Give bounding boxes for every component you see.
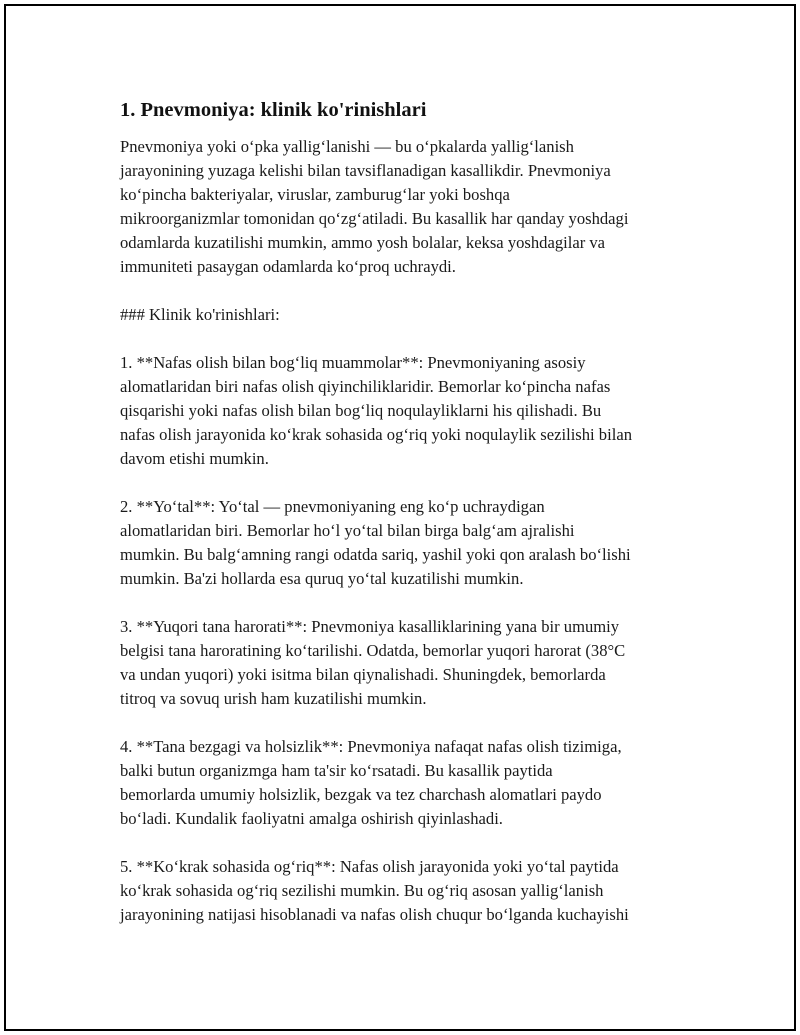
text-line: alomatlaridan biri. Bemorlar ho‘l yo‘tal bilan birga balg‘am ajralishi: [120, 521, 575, 540]
text-line: 1. **Nafas olish bilan bog‘liq muammolar**: Pnevmoniyaning asosiy: [120, 353, 586, 372]
text-line: alomatlaridan biri nafas olish qiyinchiliklaridir. Bemorlar ko‘pincha nafas: [120, 377, 611, 396]
text-line: 2. **Yo‘tal**: Yo‘tal — pnevmoniyaning eng ko‘p uchraydigan: [120, 497, 545, 516]
paragraph-item-3: [120, 615, 710, 711]
text-line: mikroorganizmlar tomonidan qo‘zg‘atiladi. Bu kasallik har qanday yoshdagi: [120, 209, 629, 228]
text-line: davom etishi mumkin.: [120, 449, 269, 468]
text-line: va undan yuqori) yoki isitma bilan qiynalishadi. Shuningdek, bemorlarda: [120, 665, 606, 684]
paragraph-item-1: [120, 351, 710, 471]
text-line: jarayonining yuzaga kelishi bilan tavsiflanadigan kasallikdir. Pnevmoniya: [120, 161, 611, 180]
text-line: bemorlarda umumiy holsizlik, bezgak va tez charchash alomatlari paydo: [120, 785, 602, 804]
text-line: mumkin. Bu balg‘amning rangi odatda sariq, yashil yoki qon aralash bo‘lishi: [120, 545, 631, 564]
text-line: odamlarda kuzatilishi mumkin, ammo yosh bolalar, keksa yoshdagilar va: [120, 233, 606, 252]
text-line: ko‘pincha bakteriyalar, viruslar, zamburug‘lar yoki boshqa: [120, 185, 510, 204]
paragraph-item-4: [120, 735, 710, 831]
document-content: [120, 97, 710, 951]
section-heading: [120, 303, 710, 327]
text-line: ko‘krak sohasida og‘riq sezilishi mumkin. Bu og‘riq asosan yallig‘lanish: [120, 881, 604, 900]
document-page: [4, 4, 796, 1031]
text-line: 3. **Yuqori tana harorati**: Pnevmoniya kasalliklarining yana bir umumiy: [120, 617, 620, 636]
text-line: mumkin. Ba'zi hollarda esa quruq yo‘tal kuzatilishi mumkin.: [120, 569, 524, 588]
text-line: bo‘ladi. Kundalik faoliyatni amalga oshirish qiyinlashadi.: [120, 809, 503, 828]
text-line: immuniteti pasaygan odamlarda ko‘proq uchraydi.: [120, 257, 456, 276]
text-line: belgisi tana haroratining ko‘tarilishi. Odatda, bemorlar yuqori harorat (38°C: [120, 641, 626, 660]
text-line: jarayonining natijasi hisoblanadi va nafas olish chuqur bo‘lganda kuchayishi: [120, 905, 629, 924]
text-line: 4. **Tana bezgagi va holsizlik**: Pnevmoniya nafaqat nafas olish tizimiga,: [120, 737, 622, 756]
paragraph-item-2: [120, 495, 710, 591]
paragraph-item-5: [120, 855, 710, 927]
text-line: Pnevmoniya yoki o‘pka yallig‘lanishi — bu o‘pkalarda yallig‘lanish: [120, 137, 574, 156]
text-line: 5. **Ko‘krak sohasida og‘riq**: Nafas olish jarayonida yoki yo‘tal paytida: [120, 857, 619, 876]
text-line: balki butun organizmga ham ta'sir ko‘rsatadi. Bu kasallik paytida: [120, 761, 553, 780]
text-line: ### Klinik ko'rinishlari:: [120, 305, 280, 324]
text-line: titroq va sovuq urish ham kuzatilishi mumkin.: [120, 689, 427, 708]
page-title: 1. Pnevmoniya: klinik ko'rinishlari: [120, 99, 427, 121]
text-line: nafas olish jarayonida ko‘krak sohasida og‘riq yoki noqulaylik sezilishi bilan: [120, 425, 632, 444]
text-line: qisqarishi yoki nafas olish bilan bog‘liq noqulayliklarni his qilishadi. Bu: [120, 401, 602, 420]
paragraph-intro: [120, 135, 710, 279]
